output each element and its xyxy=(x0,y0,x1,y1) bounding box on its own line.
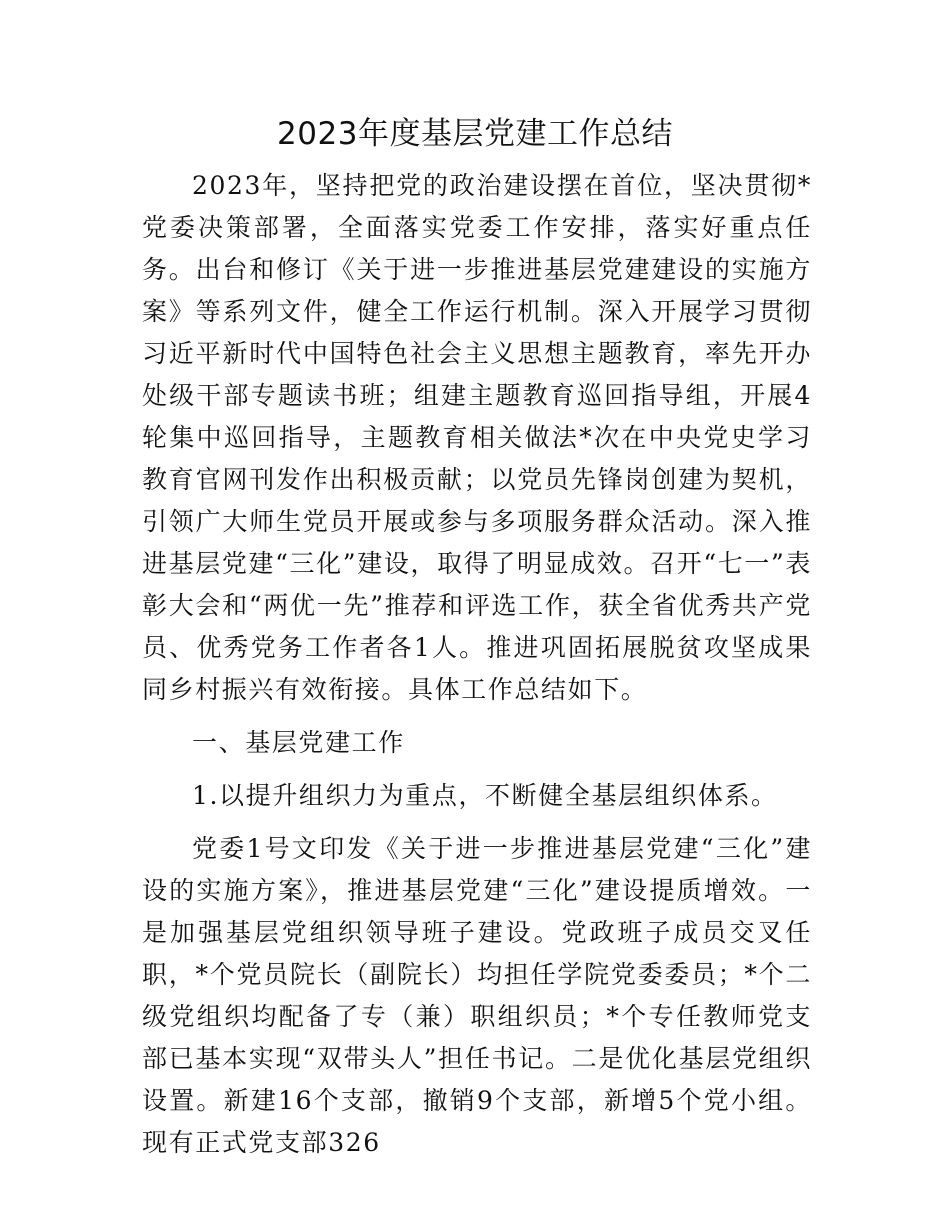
body-paragraph: 党委1号文印发《关于进一步推进基层党建“三化”建设的实施方案》，推进基层党建“三化”建设提质增效。一是加强基层党组织领导班子建设。党政班子成员交叉任职，*个党员院长（副院长）均担任学院党委委员；*个二级党组织均配备了专（兼）职组织员；*个专任教师党支部已基本实现“双带头人”担任书记。二是优化基层党组织设置。新建16个支部，撤销9个支部，新增5个党小组。现有正式党支部326 xyxy=(142,834,812,1157)
subsection-heading: 1.以提升组织力为重点，不断健全基层组织体系。 xyxy=(192,781,778,810)
document-body xyxy=(142,165,812,1164)
document-title: 2023年度基层党建工作总结 xyxy=(277,116,673,152)
section-heading: 一、基层党建工作 xyxy=(192,728,405,757)
intro-paragraph: 2023年，坚持把党的政治建设摆在首位，坚决贯彻*党委决策部署，全面落实党委工作安排，落实好重点任务。出台和修订《关于进一步推进基层党建建设的实施方案》等系列文件，健全工作运行机制。深入开展学习贯彻习近平新时代中国特色社会主义思想主题教育，率先开办处级干部专题读书班；组建主题教育巡回指导组，开展4轮集中巡回指导，主题教育相关做法*次在中央党史学习教育官网刊发作出积极贡献；以党员先锋岗创建为契机，引领广大师生党员开展或参与多项服务群众活动。深入推进基层党建“三化”建设，取得了明显成效。召开“七一”表彰大会和“两优一先”推荐和评选工作，获全省优秀共产党员、优秀党务工作者各1人。推进巩固拓展脱贫攻坚成果同乡村振兴有效衔接。具体工作总结如下。 xyxy=(142,171,812,704)
